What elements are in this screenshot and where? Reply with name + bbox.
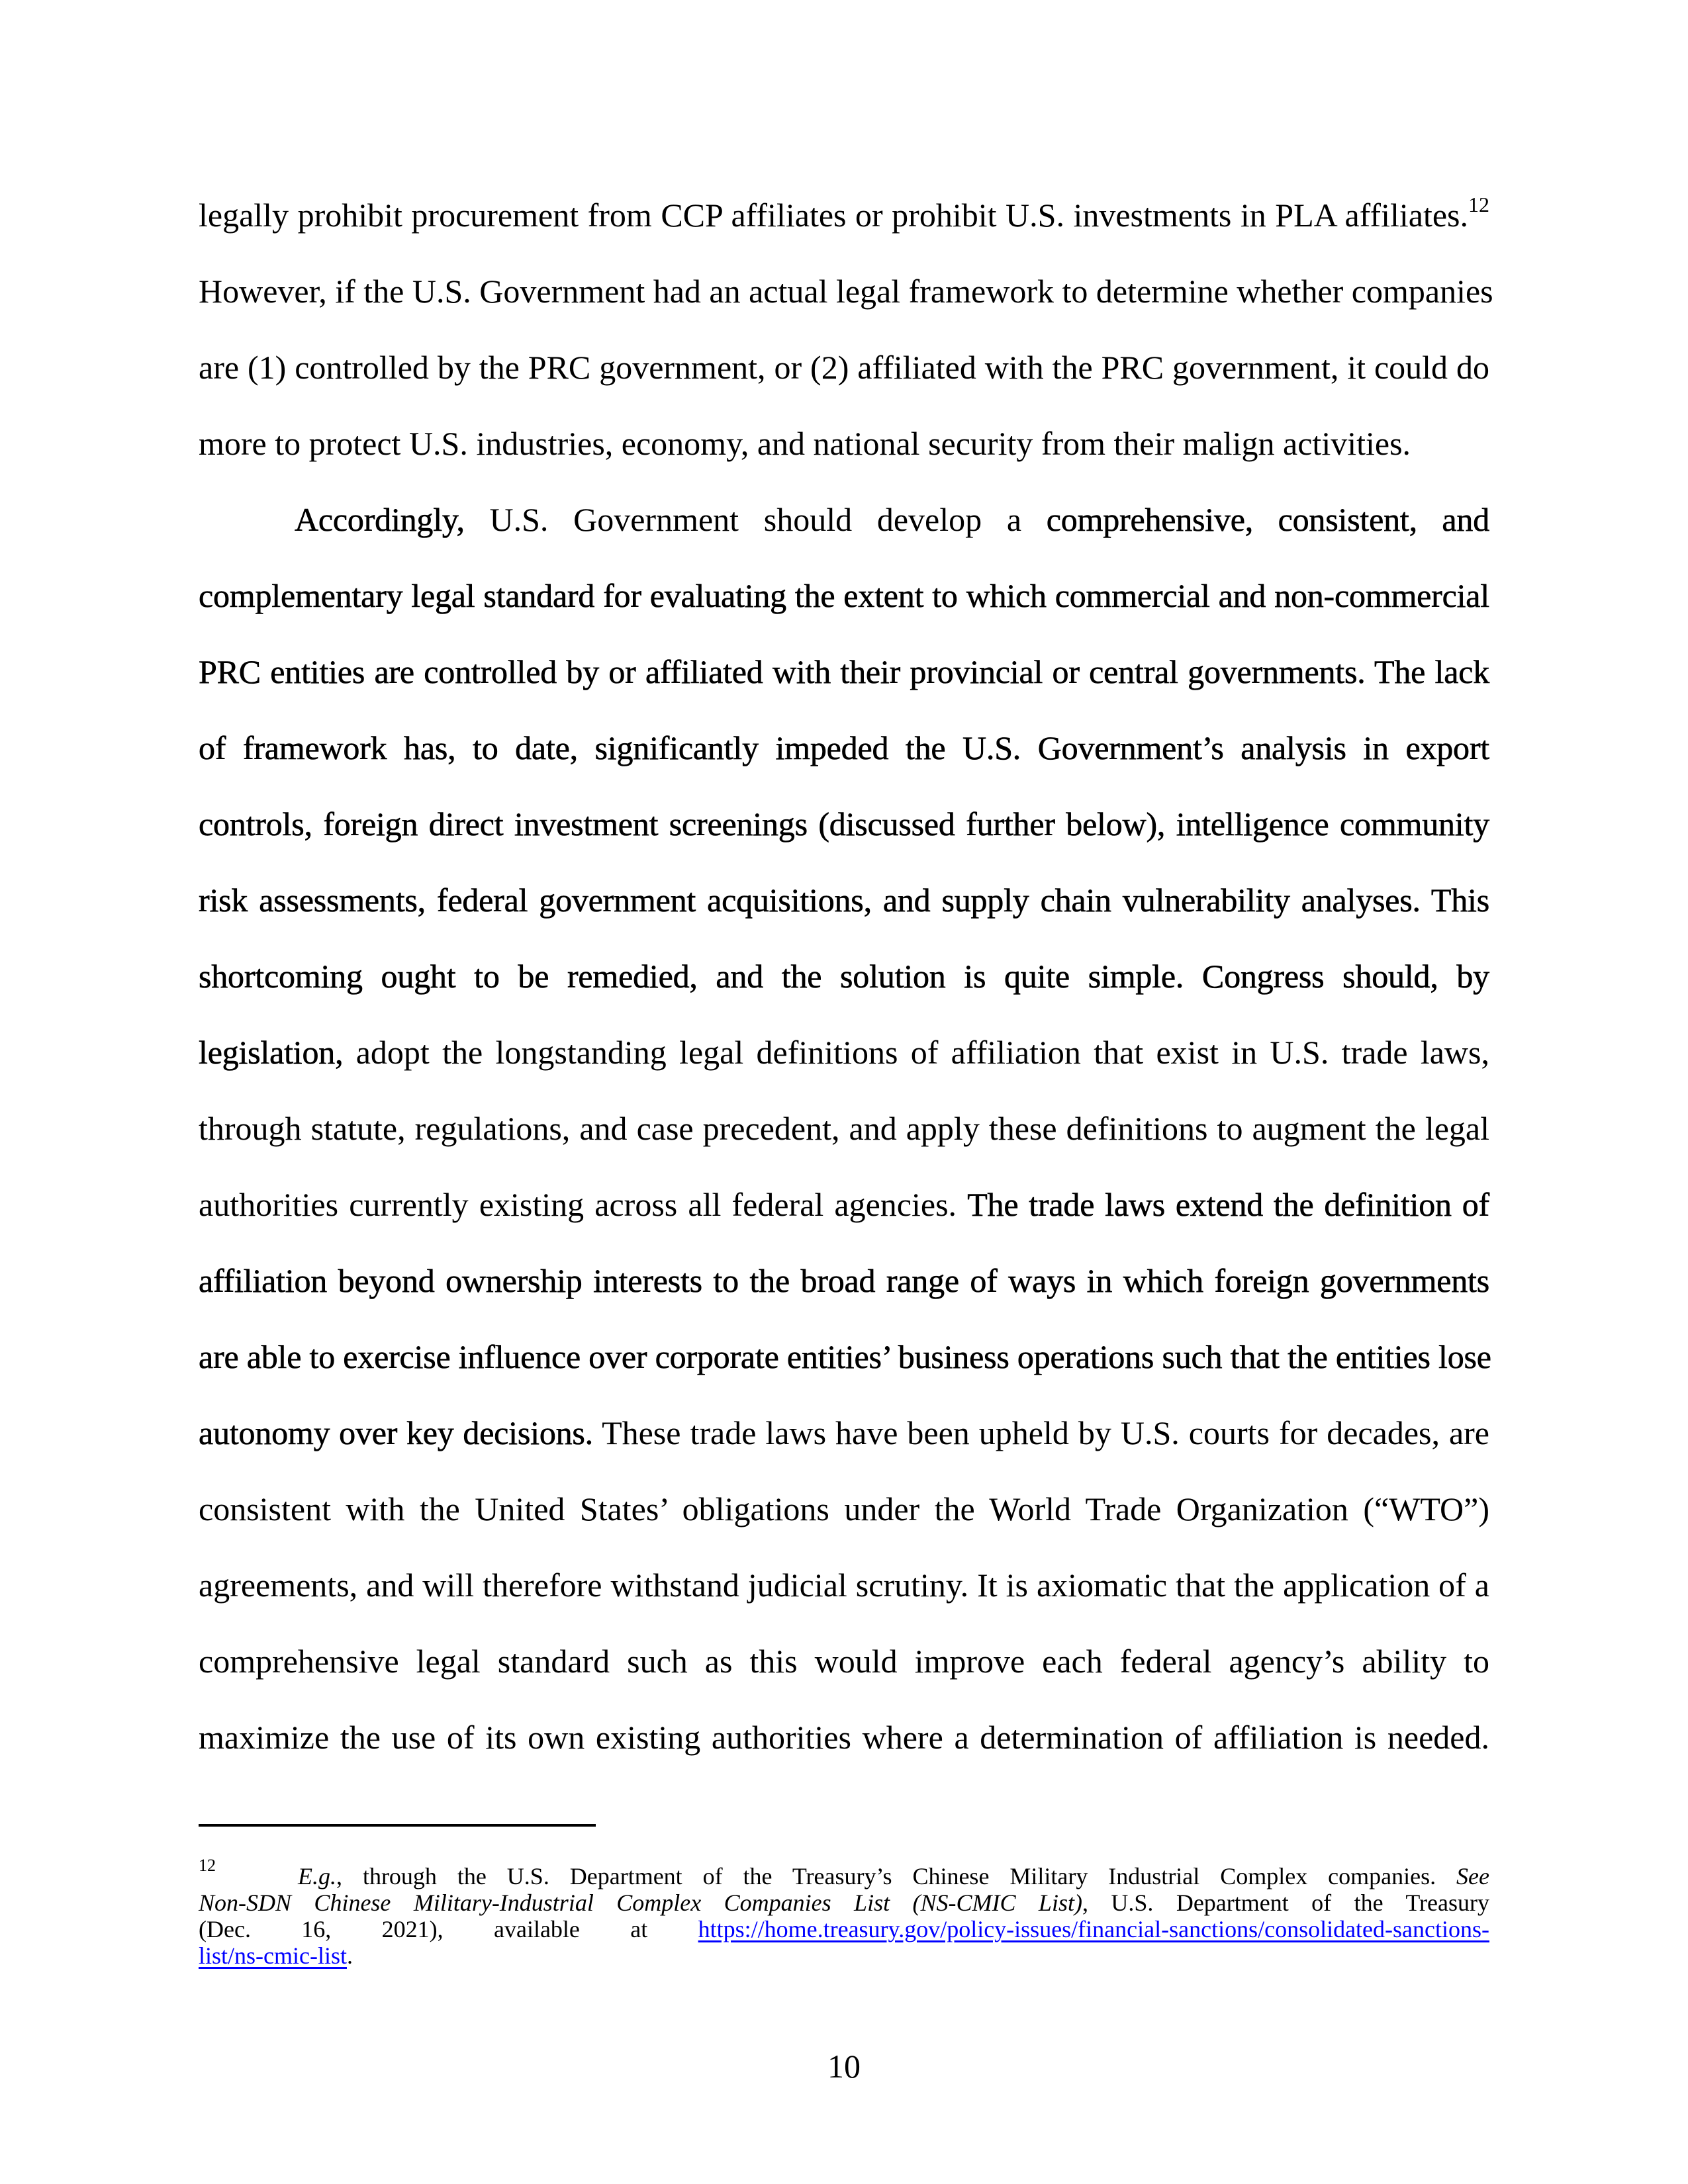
body-line-13 [199, 1109, 1489, 1148]
body-text: more to protect U.S. industries, economy, and national security from their malign activities. [199, 425, 1411, 462]
footnote-separator [199, 1824, 596, 1827]
footnote-line-1 [298, 1863, 1489, 1889]
body-line-7 [199, 652, 1489, 692]
footnote-link[interactable]: https://home.treasury.gov/policy-issues/financial-sanctions/consolidated-sanctions- [698, 1916, 1489, 1942]
body-text: However, if the U.S. Government had an actual legal framework to determine whether companies [199, 273, 1493, 310]
footnote-line-2 [199, 1889, 1489, 1916]
footnote-text: (Dec. 16, 2021), available at [199, 1916, 698, 1942]
footnote-reference[interactable]: 12 [1468, 193, 1489, 217]
body-text-alt: legislation, [199, 1034, 344, 1071]
body-text: are (1) controlled by the PRC government, or (2) affiliated with the PRC government, it could do [199, 349, 1489, 386]
body-text: through statute, regulations, and case precedent, and apply these definitions to augment the legal [199, 1110, 1489, 1147]
body-line-4 [199, 424, 1489, 463]
body-text: U.S. Government should develop a [464, 501, 1047, 538]
body-text: authorities currently existing across all federal agencies. [199, 1186, 968, 1223]
body-line-21 [199, 1717, 1489, 1757]
body-text-alt: complementary legal standard for evaluating the extent to which commercial and non-commercial [199, 577, 1489, 614]
page-number: 10 [827, 2048, 861, 2085]
body-line-6 [199, 576, 1489, 615]
body-text-alt: comprehensive, consistent, and [1046, 501, 1489, 538]
body-text-alt: shortcoming ought to be remedied, and the solution is quite simple. Congress should, by [199, 958, 1489, 995]
body-line-12 [199, 1032, 1489, 1072]
body-line-5 [295, 500, 1489, 539]
body-text-alt: of framework has, to date, significantly impeded the U.S. Government’s analysis in export [199, 729, 1489, 766]
body-text-alt: risk assessments, federal government acquisitions, and supply chain vulnerability analyses. This [199, 882, 1489, 919]
footnote-line-3 [199, 1916, 1489, 1942]
body-line-8 [199, 728, 1489, 768]
footnote-text: , U.S. Department of the Treasury [1082, 1889, 1489, 1916]
body-line-20 [199, 1641, 1489, 1681]
body-line-19 [199, 1565, 1489, 1605]
body-line-15 [199, 1261, 1489, 1300]
body-line-17 [199, 1413, 1489, 1453]
body-line-2 [199, 271, 1493, 311]
body-text: These trade laws have been upheld by U.S. courts for decades, are [592, 1414, 1489, 1451]
body-text-alt: Accordingly, [295, 501, 465, 538]
body-text: maximize the use of its own existing authorities where a determination of affiliation is needed. [199, 1719, 1489, 1756]
body-text: legally prohibit procurement from CCP affiliates or prohibit U.S. investments in PLA affiliates. [199, 197, 1468, 234]
body-line-1 [199, 195, 1489, 235]
footnote-citation-title: Non-SDN Chinese Military-Industrial Complex Companies List (NS-CMIC List) [199, 1889, 1082, 1916]
body-line-16 [199, 1337, 1489, 1377]
body-line-9 [199, 804, 1489, 844]
body-text-alt: autonomy over key decisions. [199, 1414, 593, 1451]
footnote-text: , through the U.S. Department of the Treasury’s Chinese Military Industrial Complex companies. [336, 1863, 1457, 1889]
body-line-3 [199, 347, 1489, 387]
body-line-11 [199, 956, 1489, 996]
body-text-alt: are able to exercise influence over corporate entities’ business operations such that the entities lose [199, 1338, 1491, 1375]
footnote-text: . [346, 1942, 353, 1969]
body-text: consistent with the United States’ obligations under the World Trade Organization (“WTO”) [199, 1490, 1489, 1527]
body-line-18 [199, 1489, 1489, 1529]
body-text: comprehensive legal standard such as this would improve each federal agency’s ability to [199, 1643, 1489, 1680]
body-line-10 [199, 880, 1489, 920]
footnote-italic: See [1456, 1863, 1489, 1889]
body-text: agreements, and will therefore withstand judicial scrutiny. It is axiomatic that the application of a [199, 1567, 1489, 1604]
body-text-alt: affiliation beyond ownership interests to the broad range of ways in which foreign governments [199, 1262, 1489, 1299]
footnote-number: 12 [199, 1856, 216, 1875]
body-text-alt: controls, foreign direct investment screenings (discussed further below), intelligence community [199, 805, 1489, 842]
body-text: adopt the longstanding legal definitions of affiliation that exist in U.S. trade laws, [343, 1034, 1489, 1071]
body-text-alt: PRC entities are controlled by or affiliated with their provincial or central governments. The lack [199, 653, 1489, 690]
footnote-link[interactable]: list/ns-cmic-list [199, 1942, 347, 1969]
body-text-alt: The trade laws extend the definition of [967, 1186, 1489, 1223]
footnote-italic: E.g. [298, 1863, 336, 1889]
footnote-line-4 [199, 1942, 1489, 1969]
body-line-14 [199, 1185, 1489, 1224]
